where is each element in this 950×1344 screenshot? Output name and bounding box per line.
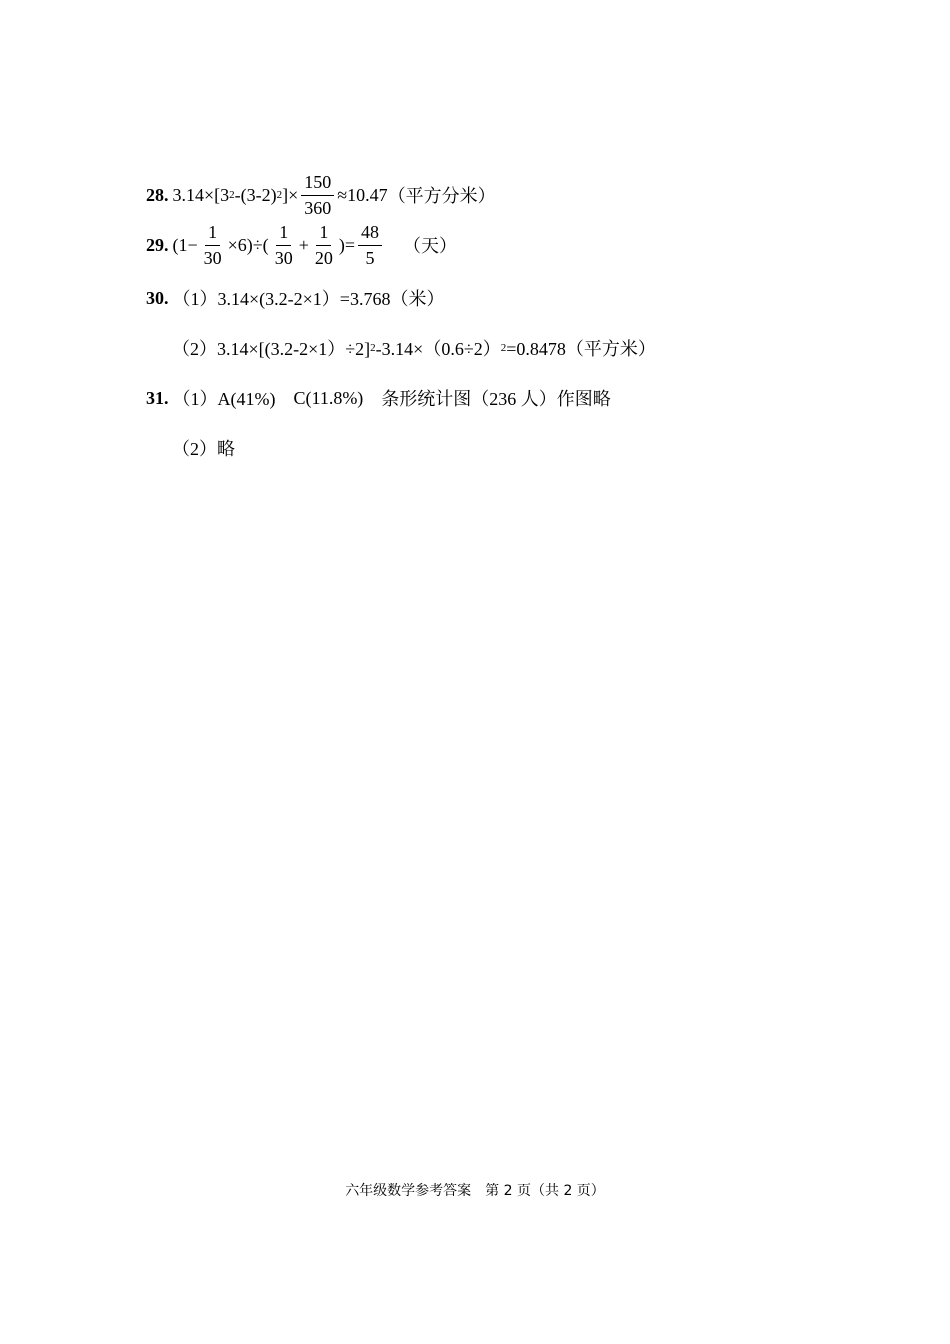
fraction-numerator: 1 — [205, 222, 220, 246]
answer-29 — [146, 222, 457, 268]
answer-31-part-1 — [146, 385, 611, 411]
unit-28: （平方分米） — [387, 186, 496, 207]
fraction-numerator: 150 — [301, 172, 334, 196]
expr-28-pre: 3.14×[3 — [172, 184, 230, 205]
answer-30-part-1 — [146, 285, 444, 311]
minus-sign: − — [187, 234, 198, 255]
answer-28: 28. 3.14×[3 2 -(3-2) 2 ]× $\frac{150}{360}$ ≈10.47 （平方分米） — [146, 172, 496, 218]
plus-sign: + — [298, 234, 309, 255]
answer-30-part-2-a: （2）3.14×[(3.2-2×1）÷2] — [172, 339, 371, 359]
fraction-150-360 — [301, 172, 334, 218]
fraction-48-5 — [358, 222, 382, 268]
expr-28-mid: -(3-2) — [234, 184, 277, 205]
fraction-denominator: 30 — [203, 247, 222, 268]
answer-30-part-2-c: =0.8478（平方米） — [506, 339, 656, 359]
answer-30-part-1-text: （1）3.14×(3.2-2×1）=3.768（米） — [172, 289, 445, 309]
question-number-28: 28. — [146, 184, 169, 205]
fraction-numerator: 1 — [276, 222, 291, 246]
answer-31-part-1-a: （1）A(41%) — [172, 389, 276, 409]
question-number-31: 31. — [146, 387, 169, 408]
fraction-denominator: 5 — [365, 247, 375, 268]
expr-29-open: (1 — [172, 234, 188, 255]
answer-30-part-2: （2）3.14×[(3.2-2×1）÷2] 2 -3.14×（0.6÷2） 2 =0.8478（平方米） — [172, 335, 656, 361]
fraction-1-20 — [312, 222, 336, 268]
question-number-29: 29. — [146, 234, 169, 255]
expr-29-times6: ×6)÷( — [227, 234, 269, 255]
expr-28-post: ]× — [282, 184, 299, 205]
answer-31-part-1-b: C(11.8%) — [293, 387, 364, 408]
answer-31-part-2-text: （2）略 — [172, 439, 235, 459]
unit-29: （天） — [403, 236, 457, 257]
fraction-1-30-b — [272, 222, 296, 268]
question-number-30: 30. — [146, 287, 169, 308]
fraction-1-30 — [201, 222, 225, 268]
answer-31-part-2 — [172, 435, 235, 461]
fraction-denominator: 360 — [304, 197, 332, 218]
page-footer: 六年级数学参考答案 第 2 页（共 2 页） — [345, 1183, 605, 1199]
fraction-denominator: 20 — [314, 247, 333, 268]
answer-30-part-2-b: -3.14×（0.6÷2） — [375, 339, 501, 359]
expr-28-result: ≈10.47 — [337, 184, 388, 205]
fraction-numerator: 1 — [316, 222, 331, 246]
expr-29-close-eq: )= — [338, 234, 355, 255]
answer-31-part-1-c: 条形统计图（236 人）作图略 — [381, 389, 611, 409]
fraction-denominator: 30 — [274, 247, 293, 268]
fraction-numerator: 48 — [358, 222, 382, 246]
